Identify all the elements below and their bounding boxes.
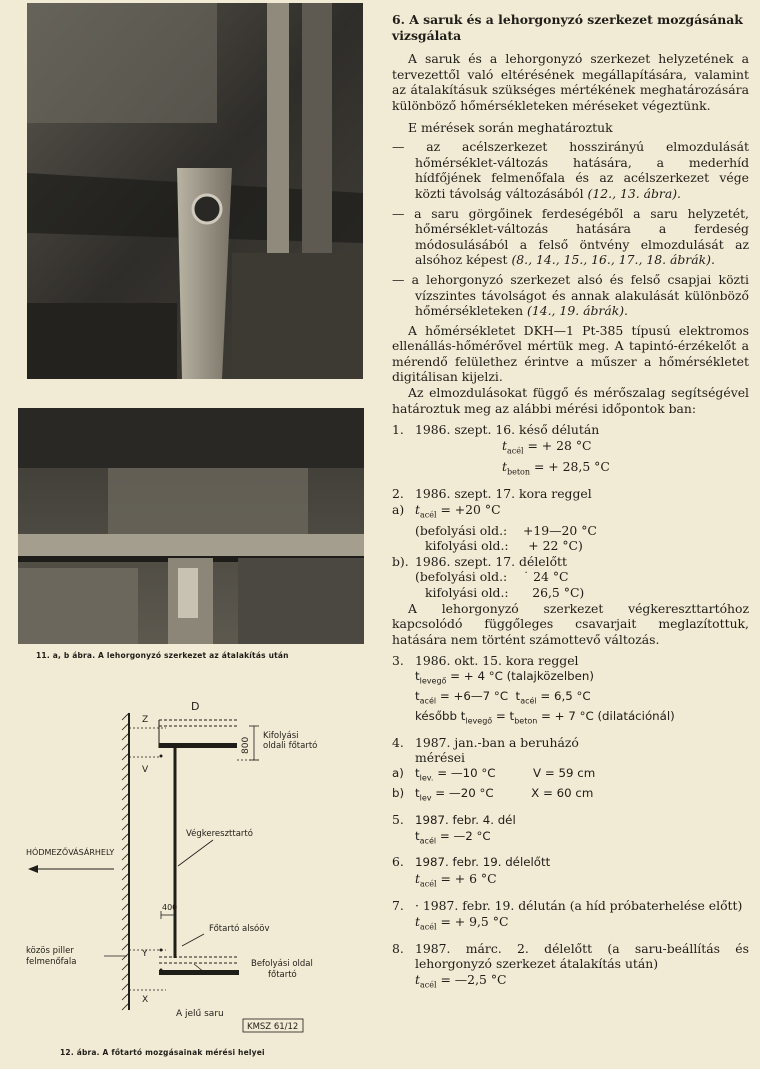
t-value: = 6,5 °C [536, 688, 591, 703]
paragraph-2: E mérések során meghatároztuk [408, 119, 613, 135]
t-value: = + 6 °C [436, 871, 497, 887]
t-subscript: acél [419, 980, 437, 990]
list-item-1-tacel [392, 438, 749, 459]
label-fotarto-alsoov: Főtartó alsóöv [209, 924, 270, 934]
figure-12-diagram [16, 668, 366, 1044]
list-item-8-text: 1987. márc. 2. délelőtt (a saru-beállítás és lehorgonyzó szerkezet átalakítás után) [415, 940, 749, 972]
t-symbol: t [502, 458, 507, 474]
label-vegkereszttarto: Végkereszttartó [186, 829, 253, 839]
sub-label: b) [392, 785, 405, 800]
paragraph-5: A lehorgonyzó szerkezet végkereszttartóhoz kapcsolódó függőleges csavarjait meglazítottuk, hatására nem történt számottevő változás. [392, 600, 749, 647]
list-item-4-meresei: mérései [415, 750, 465, 766]
list-item-2b-befolyasi: (befolyási old.: ˙ 24 °C [415, 569, 569, 585]
list-item-8-num: 8. [392, 940, 404, 956]
t-value: = +20 °C [436, 501, 501, 517]
t-subscript: acél [520, 696, 537, 706]
text-column [392, 12, 749, 993]
list-item-5-num: 5. [392, 811, 404, 827]
label-kifolyasi-1: Kifolyási [263, 731, 299, 741]
figure-11b-photo [18, 408, 364, 644]
dash-item-3 [392, 272, 749, 319]
list-item-8-tacel: $t_{acél}$ = —2,5 °C [415, 971, 507, 990]
t-subscript: levegő [419, 676, 447, 686]
list-item-8 [392, 941, 749, 972]
dash-item-1-ref: (12., 13. ábra). [587, 185, 681, 201]
t-value: = + 28 °C [523, 437, 592, 453]
list-item-5-text: 1987. febr. 4. dél [415, 812, 516, 827]
list-item-6-tacel: $t_{acél}$ = + 6 °C [415, 871, 497, 889]
figure-12-caption: 12. ábra. A főtartó mozgásainak mérési helyei [60, 1048, 265, 1057]
photo-11a-image [27, 3, 363, 379]
paragraph-3: A hőmérsékletet DKH—1 Pt-385 típusú elektromos ellenállás-hőmérővel mértük meg. A tapintó-érzékelőt a mérendő felülethez érintve a műszer a hőmérsékletet digitálisan kijelzi. [392, 322, 749, 385]
list-item-7-text: · 1987. febr. 19. délután (a híd próbaterhelése előtt) [415, 898, 743, 914]
list-item-5 [392, 812, 749, 829]
list-item-2a [392, 502, 749, 523]
t-subscript: acél [419, 835, 437, 845]
sub-label: a) [392, 766, 404, 781]
list-item-1 [392, 422, 749, 438]
dash-item-3-text: — a lehorgonyzó szerkezet alsó és felső csapjai közti vízszintes távolságot és annak alakulását különböző hőmérsékleteken [392, 271, 749, 319]
t-value: = t [492, 708, 515, 723]
list-item-2-num: 2. [392, 485, 404, 501]
label-v: V [142, 765, 149, 775]
t-value: = + 9,5 °C [436, 913, 509, 929]
sub-label: a) [392, 501, 405, 517]
label-kozos-2: felmenőfala [26, 957, 77, 967]
figure-11-caption: 11. a, b ábra. A lehorgonyzó szerkezet az átalakítás után [36, 651, 289, 660]
list-item-3-kesobb [392, 709, 749, 729]
label-befolyasi-1: Befolyási oldal [251, 959, 313, 969]
t-subscript: beton [506, 467, 531, 477]
list-item-6-text: 1987. febr. 19. délelőtt [415, 855, 551, 870]
list-item-3 [392, 653, 749, 669]
list-item-2 [392, 486, 749, 502]
dash-item-1-text: — az acélszerkezet hosszirányú elmozdulását hőmérséklet-változás hatására, a mederhíd hídfőjének felmenőfala és az acélszerkezet vége közti távolság változásából [392, 139, 749, 201]
list-item-4a: a) $t_{lev.}$ = —10 °C V = 59 cm [392, 766, 596, 783]
label-d: D [191, 700, 200, 713]
list-item-5-tacel: $t_{acél}$ = —2 °C [415, 828, 491, 845]
sub-label: b). [392, 553, 409, 569]
list-item-3-tacel: $t_{acél}$ = +6—7 °C $t_{acél} = 6,5$ °C [415, 688, 591, 706]
t-value: = —2,5 °C [436, 971, 507, 987]
list-item-3-tlevego: $t_{levegő}$ = + 4 °C (talajközelben) [415, 668, 595, 686]
list-item-2a-kifolyasi: kifolyási old.: + 22 °C) [425, 538, 583, 554]
paragraph-4: Az elmozdulásokat függő és mérőszalag segítségével határoztuk meg az alábbi mérési időpontok ban: [392, 385, 749, 416]
label-kozos-1: közös piller [26, 946, 74, 956]
list-item-3-num: 3. [392, 653, 404, 669]
list-item-2b [392, 554, 749, 570]
section-heading [392, 12, 749, 43]
list-item-2b-kifolyasi: kifolyási old.: 26,5 °C) [425, 585, 585, 600]
t-subscript: lev. [419, 773, 434, 783]
list-item-7-num: 7. [392, 898, 404, 914]
label-x: X [142, 995, 149, 1005]
t-value: = —10 °C V = 59 cm [433, 766, 596, 781]
list-item-4b: b) $t_{lev}$ = —20 °C X = 60 cm [392, 785, 594, 803]
dash-item-3-ref: (14., 19. ábrák). [527, 303, 628, 319]
t-value: = —2 °C [436, 828, 491, 843]
list-item-1-tbeton [392, 459, 749, 480]
t-symbol: t [502, 437, 507, 453]
t-subscript: acél [506, 446, 524, 456]
t-subscript: beton [514, 716, 538, 726]
t-symbol: t [415, 501, 420, 517]
list-item-6-num: 6. [392, 854, 404, 870]
t-value: = + 28,5 °C [530, 458, 610, 474]
paragraph-1: A saruk és a lehorgonyzó szerkezet helyzetének a tervezettől való eltérésének megállapítására, valamint az átalakításuk szükséges mértékének meghatározására különböző hőmérsékleteken méréseket végeztünk. [392, 51, 749, 113]
list-item-7-tacel: $t_{acél}$ = + 9,5 °C [415, 913, 509, 932]
t-prefix: később t [415, 708, 466, 723]
list-item-4-text: 1987. jan.-ban a beruházó [415, 734, 579, 750]
list-item-2a-befolyasi: (befolyási old.: +19—20 °C [415, 522, 597, 538]
t-subscript: acél [419, 922, 437, 932]
list-item-3-text: 1986. okt. 15. kora reggel [415, 653, 579, 669]
t-subscript: acél [419, 696, 437, 706]
dim-800-label: 800 [241, 736, 251, 754]
dash-item-2-ref: (8., 14., 15., 16., 17., 18. ábrák). [511, 252, 715, 268]
t-subscript: acél [419, 879, 437, 889]
label-y: Y [142, 949, 148, 959]
t-subscript: levegő [465, 716, 493, 726]
t-value: = + 4 °C (talajközelben) [446, 668, 595, 683]
list-item-6 [392, 854, 749, 871]
section-heading-line2: vizsgálata [392, 27, 462, 43]
sub-text: 1986. szept. 17. délelőtt [415, 553, 568, 569]
list-item-4 [392, 735, 749, 751]
figure-11a-photo [27, 3, 363, 379]
list-item-2-text: 1986. szept. 17. kora reggel [415, 485, 592, 501]
label-befolyasi-2: főtartó [268, 970, 297, 980]
label-kifolyasi-2: oldali főtartó [263, 741, 318, 751]
t-subscript: acél [419, 510, 437, 520]
list-item-1-num: 1. [392, 422, 404, 438]
list-item-4-num: 4. [392, 734, 404, 750]
dash-item-2 [392, 206, 749, 268]
label-z: Z [142, 715, 149, 725]
t-value: = —20 °C X = 60 cm [431, 785, 594, 800]
photo-11b-image [18, 408, 364, 644]
dash-item-1 [392, 139, 749, 201]
label-kmsz: KMSZ 61/12 [247, 1022, 299, 1032]
label-hodmezovasarhely: HÓDMEZŐVÁSÁRHELY [26, 848, 115, 857]
list-item-1-text: 1986. szept. 16. késő délután [415, 422, 600, 438]
list-item-7 [392, 898, 749, 914]
label-a-jelu-saru: A jelű saru [176, 1009, 224, 1019]
t-subscript: lev [419, 793, 432, 803]
dash-item-2-text: — a saru görgőinek ferdeségéből a saru helyzetét, hőmérséklet-változás hatására a ferdeség módosulásából a felső öntvény elmozdulását az alsóhoz képest [392, 205, 749, 268]
t-value: = +6—7 °C t [436, 688, 521, 703]
t-value: = + 7 °C (dilatációnál) [537, 708, 675, 723]
section-heading-line1: 6. A saruk és a lehorgonyzó szerkezet mozgásának [392, 12, 743, 27]
wall-hatching [122, 713, 129, 1010]
dim-400-label: 400 [162, 903, 178, 912]
